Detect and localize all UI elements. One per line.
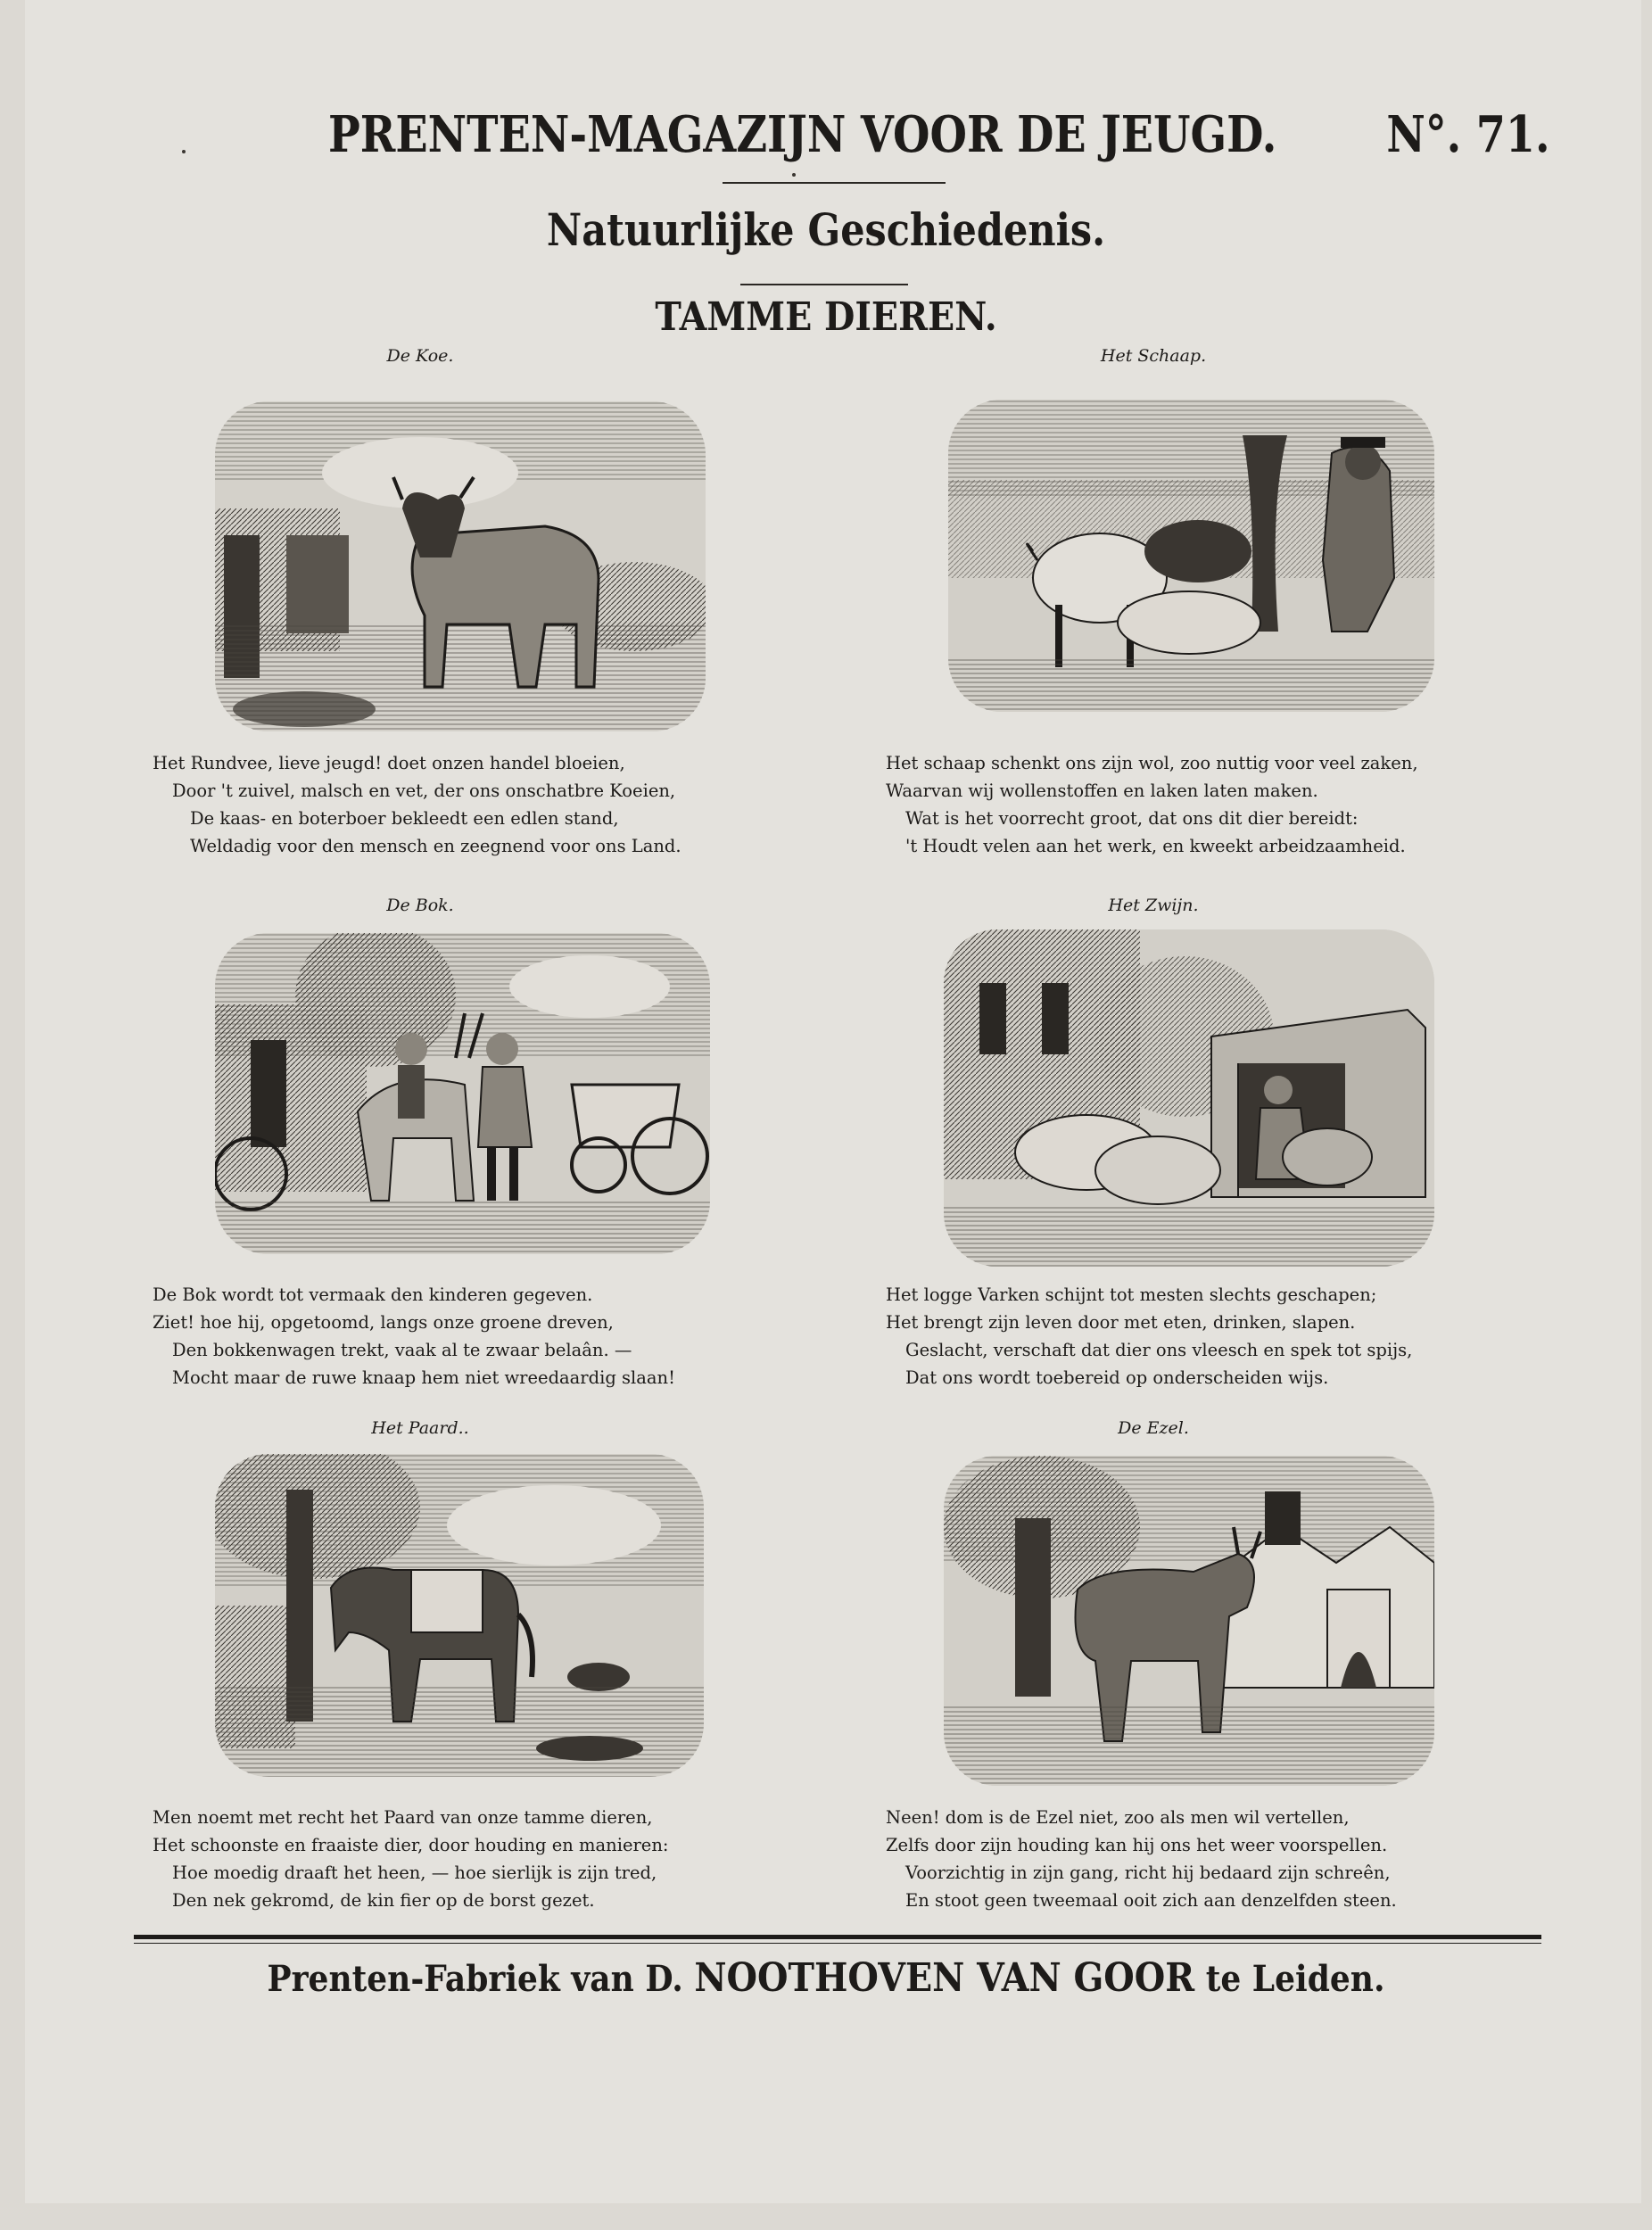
panel-verse: [886, 1281, 1528, 1392]
panel-caption: Het Paard..: [371, 1418, 469, 1438]
horse-engraving: [215, 1454, 704, 1777]
verse-line: De Bok wordt tot vermaak den kinderen gegeven.: [153, 1284, 593, 1305]
panel-goat: [153, 896, 830, 1395]
magazine-title: PRENTEN-MAGAZIJN VOOR DE JEUGD.: [328, 105, 1277, 164]
panel-verse: [153, 1281, 795, 1392]
print-speck: [792, 173, 796, 177]
verse-line: Zelfs door zijn houding kan hij ons het weer voorspellen.: [886, 1835, 1388, 1855]
verse-line: Men noemt met recht het Paard van onze tamme dieren,: [153, 1807, 653, 1828]
verse-line: Door 't zuivel, malsch en vet, der ons onschatbre Koeien,: [172, 780, 676, 801]
verse-line: Het schoonste en fraaiste dier, door houding en manieren:: [153, 1835, 669, 1855]
panel-caption: De Koe.: [386, 346, 454, 366]
panel-pig: [886, 896, 1564, 1395]
panel-caption: Het Schaap.: [1100, 346, 1207, 366]
pig-engraving: [944, 929, 1434, 1267]
verse-line: Het Rundvee, lieve jeugd! doet onzen handel bloeien,: [153, 753, 625, 773]
publisher-imprint: [83, 1955, 1570, 2001]
panel-sheep: [886, 346, 1564, 863]
panel-cow: [153, 346, 830, 863]
header: [328, 105, 1568, 177]
verse-line: Waarvan wij wollenstoffen en laken laten maken.: [886, 780, 1318, 801]
verse-line: 't Houdt velen aan het werk, en kweekt arbeidzaamheid.: [905, 836, 1406, 856]
sheep-engraving: [948, 400, 1434, 712]
verse-line: Den nek gekromd, de kin fier op de borst gezet.: [172, 1890, 595, 1911]
publisher-name: NOOTHOVEN VAN GOOR: [694, 1955, 1195, 2001]
goat-engraving: [215, 933, 710, 1254]
verse-line: De kaas- en boterboer bekleedt een edlen stand,: [190, 808, 619, 829]
verse-line: Neen! dom is de Ezel niet, zoo als men wil vertellen,: [886, 1807, 1350, 1828]
print-sheet: [25, 0, 1641, 2203]
print-speck: [182, 150, 186, 153]
footer-rule: [134, 1935, 1541, 1939]
panel-horse: [153, 1418, 830, 1918]
verse-line: Hoe moedig draaft het heen, — hoe sierlijk is zijn tred,: [172, 1862, 657, 1883]
imprint-suffix: te Leiden.: [1205, 1958, 1385, 2000]
verse-line: Het brengt zijn leven door met eten, drinken, slapen.: [886, 1312, 1356, 1333]
verse-line: Geslacht, verschaft dat dier ons vleesch en spek tot spijs,: [905, 1340, 1413, 1360]
issue-number: N°. 71.: [1386, 105, 1550, 164]
panel-caption: De Ezel.: [1118, 1418, 1189, 1438]
verse-line: Het schaap schenkt ons zijn wol, zoo nuttig voor veel zaken,: [886, 753, 1418, 773]
panel-donkey: [886, 1418, 1564, 1918]
panel-verse: [153, 749, 795, 860]
verse-line: Weldadig voor den mensch en zeegnend voor ons Land.: [190, 836, 681, 856]
verse-line: Wat is het voorrecht groot, dat ons dit dier bereidt:: [905, 808, 1359, 829]
panel-caption: De Bok.: [386, 896, 454, 915]
cow-engraving: [215, 401, 706, 731]
verse-line: En stoot geen tweemaal ooit zich aan denzelfden steen.: [905, 1890, 1397, 1911]
footer-rule-thin: [134, 1943, 1541, 1944]
panel-verse: [886, 749, 1528, 860]
verse-line: Het logge Varken schijnt tot mesten slechts geschapen;: [886, 1284, 1377, 1305]
verse-line: Mocht maar de ruwe knaap hem niet wreedaardig slaan!: [172, 1367, 675, 1388]
section-title: TAMME DIEREN.: [655, 294, 997, 340]
title-rule: [723, 182, 946, 184]
panel-verse: [153, 1804, 795, 1914]
panel-verse: [886, 1804, 1528, 1914]
panel-caption: Het Zwijn.: [1108, 896, 1199, 915]
imprint-prefix: Prenten-Fabriek van D.: [267, 1958, 683, 2000]
subtitle: Natuurlijke Geschiedenis.: [546, 203, 1106, 256]
verse-line: Voorzichtig in zijn gang, richt hij bedaard zijn schreên,: [905, 1862, 1391, 1883]
donkey-engraving: [944, 1456, 1434, 1786]
verse-line: Den bokkenwagen trekt, vaak al te zwaar belaân. —: [172, 1340, 632, 1360]
verse-line: Ziet! hoe hij, opgetoomd, langs onze groene dreven,: [153, 1312, 614, 1333]
verse-line: Dat ons wordt toebereid op onderscheiden wijs.: [905, 1367, 1329, 1388]
subtitle-rule: [740, 284, 908, 285]
